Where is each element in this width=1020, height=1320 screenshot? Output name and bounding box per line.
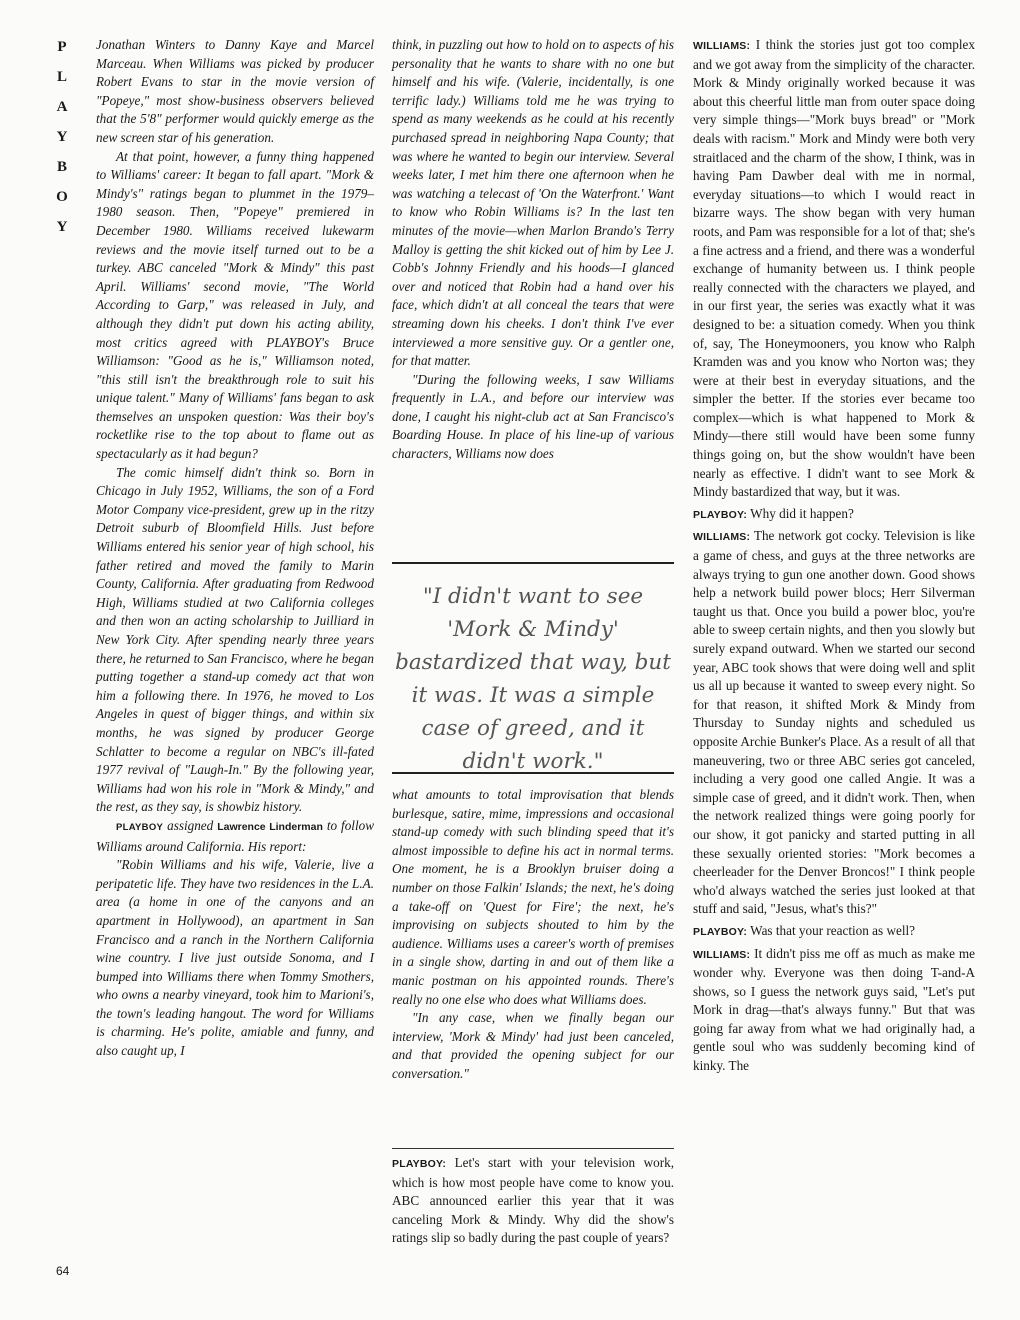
text-run: Let's start with your television work, which is how most people have come to know you. ABC announced earlier this year that it was canceling Mork & Mindy. Why did the show's ratings slip so badly during the past couple of years? — [392, 1155, 674, 1246]
author-name: Lawrence Linderman — [217, 820, 323, 833]
speaker-label: WILLIAMS: — [693, 948, 751, 961]
column-2-top — [392, 36, 674, 464]
text-run: assigned — [163, 817, 218, 833]
section-divider — [392, 1148, 674, 1149]
logo-letter: O — [56, 189, 68, 205]
column-1 — [96, 36, 374, 1061]
logo-letter: A — [56, 99, 68, 115]
speaker-label: WILLIAMS: — [693, 531, 751, 544]
text-run: The network got cocky. Television is like a game of chess, and guys at the three networks are always trying to gun one another down. Good shows help a network build power blocs; Herr Silverman taught us that. Once you build a power bloc, you're able to sweep certain nights, and then you slowly but surely expand outward. When we started our second year, ABC took shows that were doing well and split us all up because it wanted to sweep every night. So for that reason, it shifted Mork & Mindy from Thursday to Sunday nights and scheduled us opposite Archie Bunker's Place. As a result of all that maneuvering, two or three ABC series got canceled, including a very good one called Angie. It was a simple case of greed, and it didn't work. Then, when the network realized things were going poorly for our show, it got panicky and started putting in all these sexually oriented stories: "Mork becomes a cheerleader for the Denver Broncos!" I think people who'd always watched the series just looked at that stuff and said, "Jesus, what's this?" — [693, 528, 975, 917]
logo-letter: P — [57, 39, 67, 55]
text-run: I think the stories just got too complex and we got away from the simplicity of the character. Mork & Mindy originally worked because it was about this cheerful little man from outer space doing very simple things—"Mork buys bread" or "Mork deals with racism." Mork and Mindy were both very straitlaced and the charm of the show, I think, was in having Pam Dawber deal with me in normal, everyday situations—to which I would react in bizarre ways. The show began with very human roots, and Pam was responsible for a lot of that; she's a fine actress and a friend, and there was a wonderful exchange of humanity between us. I think people really connected with the characters we played, and in our first year, the series was exactly what it was designed to be: a situation comedy. When you think of, say, The Honeymooners, you know who Ralph Kramden was and you know who Norton was; they were at their best in everyday situations, and the simpler the better. If the stories ever became too complex—which is what happened to Mork & Mindy—there still would have been some funny things going on, but the show wouldn't have been nearly as effective. I didn't want to see Mork & Mindy bastardized that way, but it was. — [693, 37, 975, 500]
page-number: 64 — [56, 1264, 70, 1278]
pull-quote: "I didn't want to see 'Mork & Mindy' bastardized that way, but it was. It was a simple case of greed, and it didn't work." — [392, 562, 674, 774]
logo-letter: Y — [56, 219, 68, 235]
paragraph: "Robin Williams and his wife, Valerie, live a peripatetic life. They have two residences in the L.A. area (a home in one of the canyons and an apartment in Hollywood), an apartment in San Francisco and a ranch in the Northern California wine country. I live just outside Sonoma, and I bumped into Williams there when Tommy Smothers, who owns a nearby vineyard, took him to Marioni's, the town's leading hangout. The word for Williams is charming. He's polite, amiable and funny, and also caught up, I — [96, 857, 374, 1059]
interview-question — [693, 922, 975, 942]
interview-question — [693, 505, 975, 525]
logo-letter: B — [56, 159, 67, 175]
text-run: It didn't piss me off as much as make me wonder why. Everyone was then doing T-and-A shows, so I guess the network guys said, "Let's put Mork in drag—that's always funny." But that was going far away from what we had originally had, a gentle soul who was suddenly becoming kind of kinky. The — [693, 945, 975, 1074]
paragraph — [96, 817, 374, 856]
interview-answer — [693, 36, 975, 502]
text-run: Why did it happen? — [747, 505, 854, 521]
interview-question — [392, 1154, 674, 1248]
paragraph: Jonathan Winters to Danny Kaye and Marcel Marceau. When Williams was picked by producer Robert Evans to star in the movie version of "Popeye," most show-business observers believed that the 5'8" performer would quickly emerge as the new screen star of his generation. — [96, 37, 374, 145]
speaker-label: PLAYBOY: — [693, 508, 748, 521]
interview-answer — [693, 527, 975, 918]
paragraph: think, in puzzling out how to hold on to aspects of his personality that he wants to share with no one but himself and his wife. (Valerie, incidentally, is one terrific lady.) Williams told me he was trying to spend as many weekends as he could at his recently purchased spread in neighboring Napa County; that was where he wanted to begin our interview. Several weeks later, I met him there one afternoon when he was watching a telecast of 'On the Waterfront.' Want to know who Robin Williams is? In the last ten minutes of the movie—when Marlon Brando's Terry Malloy is getting the shit kicked out of him by Lee J. Cobb's Johnny Friendly and his hoods—I glanced over and noticed that Robin had a hand over his face, which didn't at all conceal the tears that were streaming down his cheeks. I don't think I've ever interviewed a more sensitive guy. Or a gentler one, for that matter. — [392, 37, 674, 369]
logo-letter: Y — [56, 129, 68, 145]
logo-letter: L — [56, 69, 67, 85]
paragraph: "In any case, when we finally began our interview, 'Mork & Mindy' had just been canceled, and that provided the opening subject for our conversation." — [392, 1010, 674, 1081]
column-2-bottom — [392, 1154, 674, 1248]
magazine-name: PLAYBOY — [116, 821, 164, 833]
column-2-middle — [392, 786, 674, 1084]
text-run: to follow Williams around California. His report: — [96, 817, 375, 854]
column-3 — [693, 36, 975, 1079]
paragraph: "During the following weeks, I saw Williams frequently in L.A., and before our interview was done, I caught his night-club act at San Francisco's Boarding House. In place of his line-up of various characters, Williams now does — [392, 371, 674, 462]
interview-answer — [693, 945, 975, 1076]
magazine-logo-vertical — [50, 32, 74, 242]
text-run: Was that your reaction as well? — [747, 922, 916, 938]
speaker-label: PLAYBOY: — [392, 1158, 447, 1170]
paragraph: The comic himself didn't think so. Born in Chicago in July 1952, Williams, the son of a Ford Motor Company vice-president, grew up in the ritzy Detroit suburb of Bloomfield Hills. Just before Williams entered his senior year of high school, his father retired and moved the family to Marin County, California. After graduating from Redwood High, Williams studied at two California colleges and then won an acting scholarship to Juilliard in New York City. After spending nearly three years there, he returned to San Francisco, where he began putting together a stand-up comedy act that won him a following there. In 1976, he moved to Los Angeles in quest of bigger things, and within six months, he was signed by producer George Schlatter to become a regular on NBC's ill-fated 1977 revival of "Laugh-In." By the following year, Williams had won his role in "Mork & Mindy," and the rest, as they say, is showbiz history. — [96, 464, 374, 815]
paragraph: what amounts to total improvisation that blends burlesque, satire, mime, impressions and occasional stand-up comedy with such blinding speed that it's almost impossible to define his act in normal terms. One moment, he is a Brooklyn bruiser doing a number on those Falkin' Islands; the next, he's doing a take-off on 'Quest for Fire'; the next, he's improvising on subjects shouted to him by the audience. Williams uses a career's worth of premises in a single show, darting in and out of them like a manic postman on his appointed rounds. There's really no one else who does what Williams does. — [392, 787, 674, 1007]
speaker-label: PLAYBOY: — [693, 925, 748, 938]
speaker-label: WILLIAMS: — [693, 40, 751, 52]
paragraph: At that point, however, a funny thing happened to Williams' career: It began to fall apart. "Mork & Mindy's" ratings began to plummet in the 1979–1980 season. Then, "Popeye" premiered in December 1980. Williams received lukewarm reviews and the movie itself turned out to be a turkey. ABC canceled "Mork & Mindy" this past April. Williams' second movie, "The World According to Garp," was released in July, and although they didn't put down his acting ability, most critics agreed with PLAYBOY's Bruce Williamson: "Good as he is," Williamson noted, "this still isn't the breakthrough role to suit his unique talent." Many of Williams' fans began to ask themselves an unspoken question: Was their boy's rocketlike rise to the top about to flame out as spectacularly as it had begun? — [96, 148, 374, 462]
